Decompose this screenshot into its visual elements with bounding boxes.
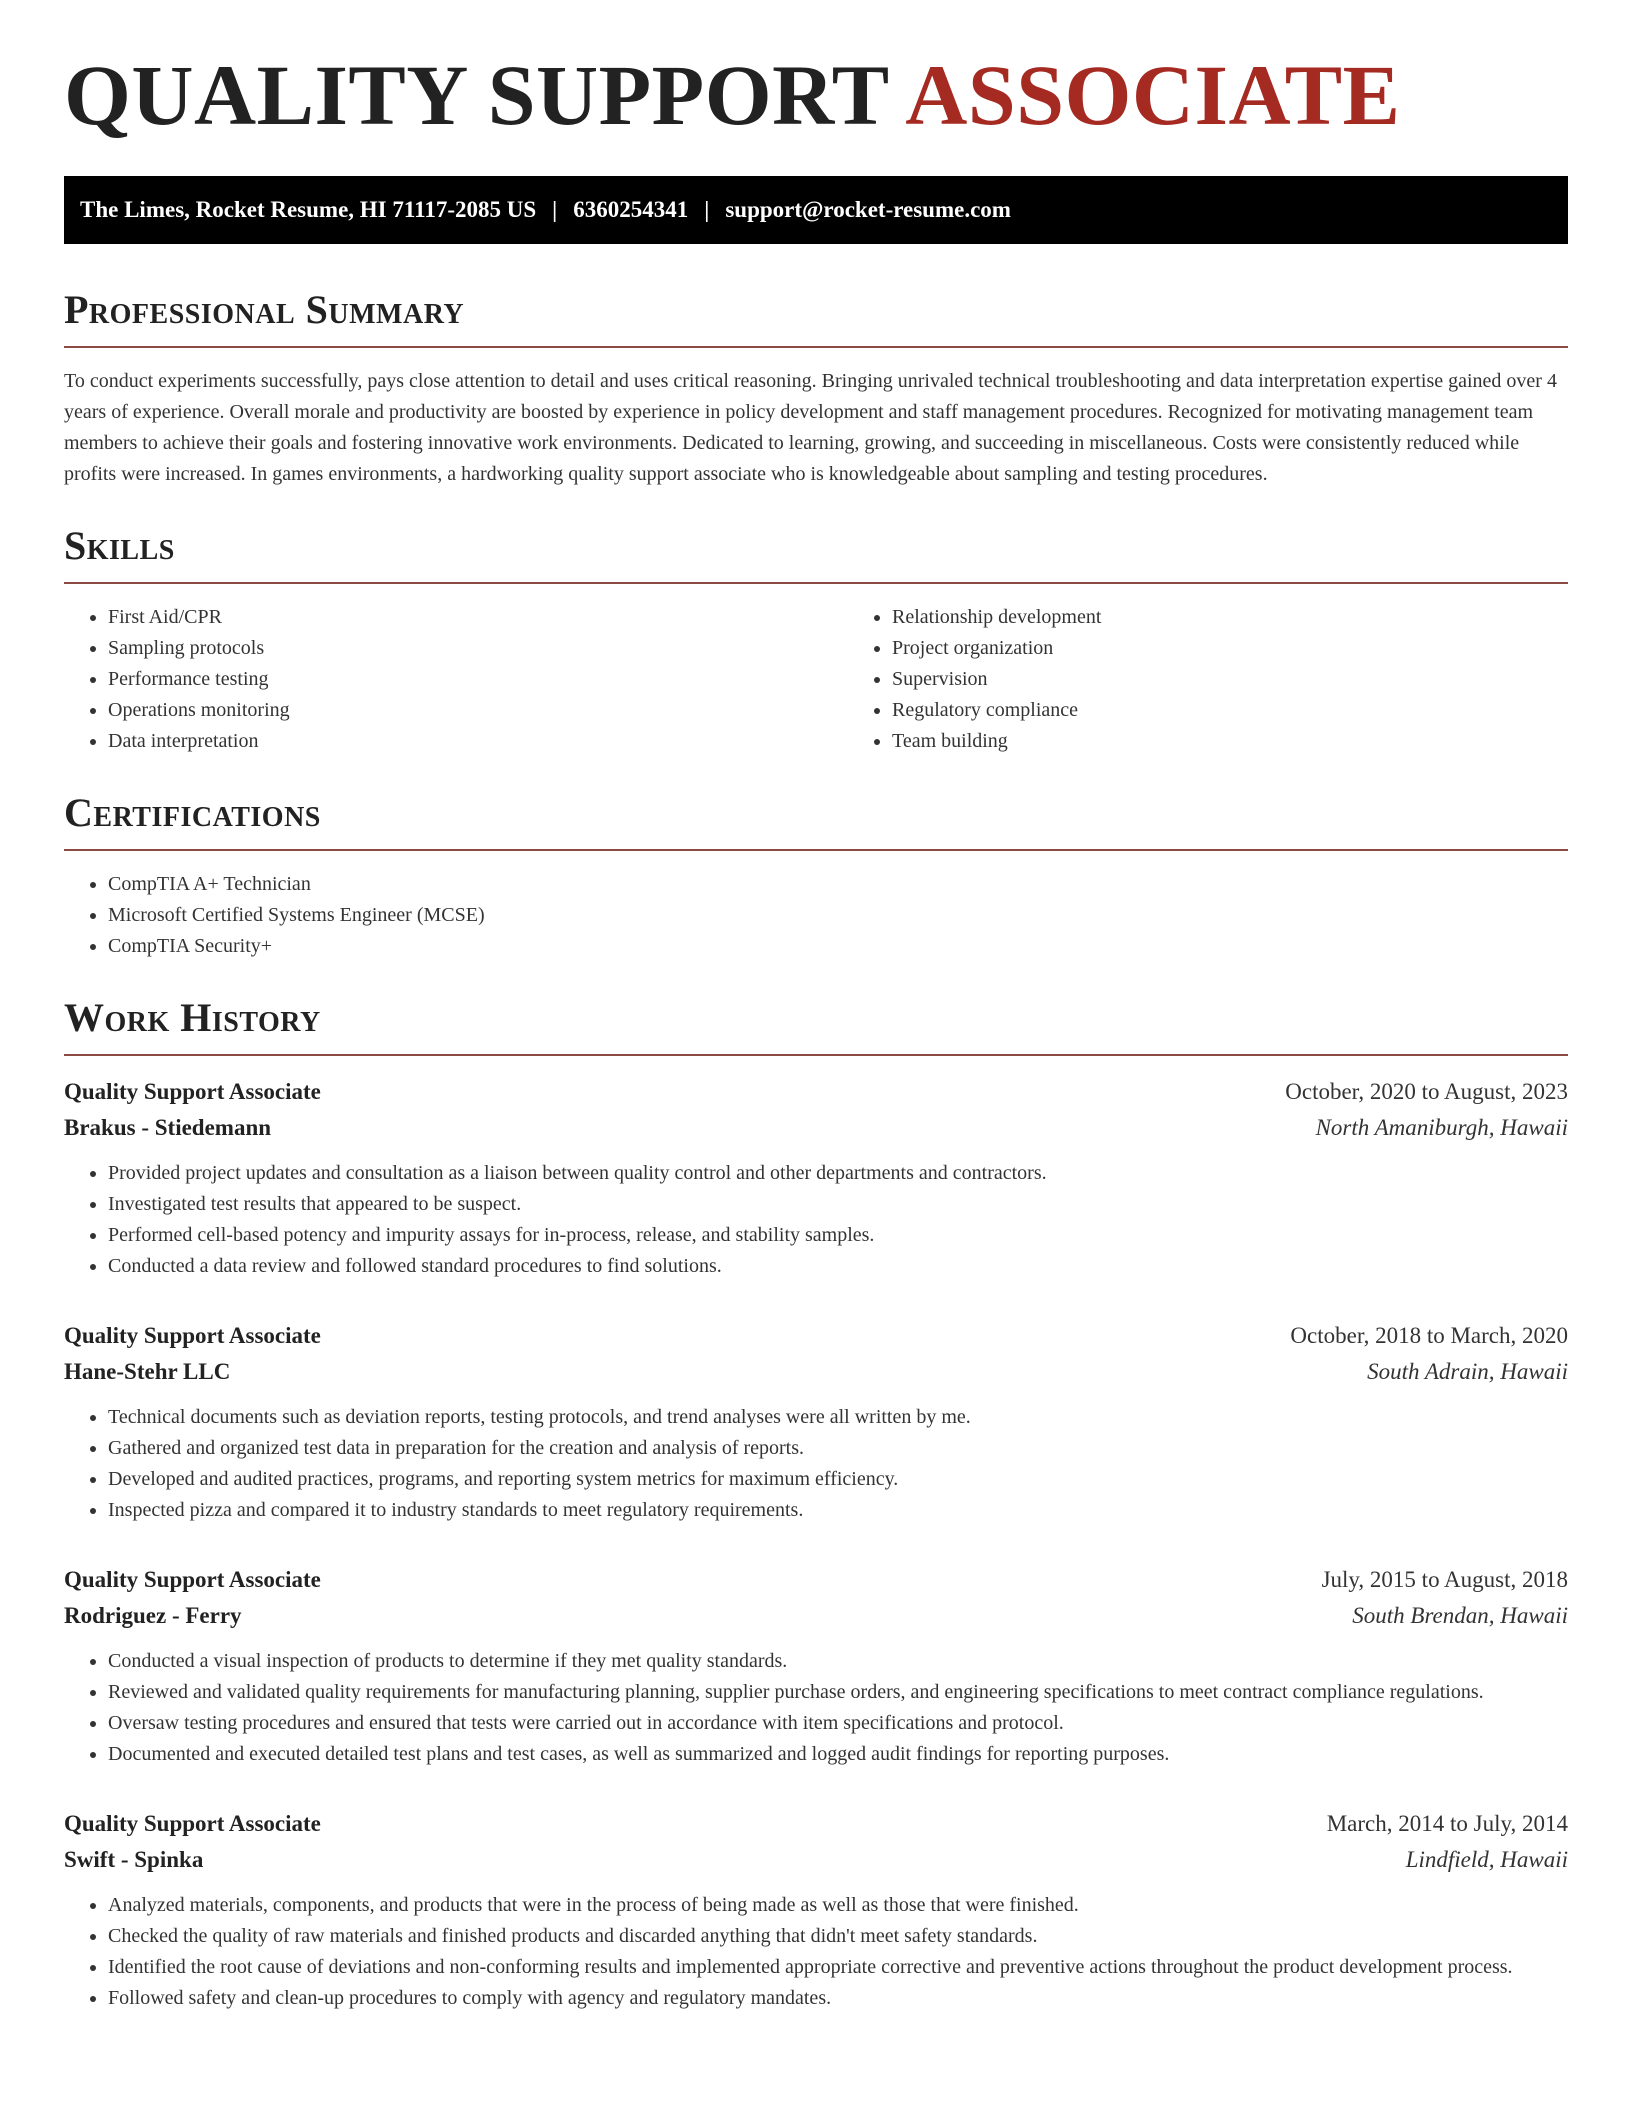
job-company: Swift - Spinka (64, 1847, 204, 1872)
job-bullets (64, 1646, 1568, 1770)
job-header-row (64, 1562, 1568, 1598)
certifications-section (64, 790, 1568, 962)
job-bullets (64, 1402, 1568, 1526)
certifications-heading: Certifications (64, 793, 1568, 851)
name-main: QUALITY SUPPORT (64, 47, 888, 143)
job-title: Quality Support Associate (64, 1079, 321, 1104)
skills-grid (64, 602, 1568, 757)
job-dates: July, 2015 to August, 2018 (1321, 1567, 1568, 1592)
job-company-row (64, 1354, 1568, 1390)
job-bullets (64, 1158, 1568, 1282)
job-dates: March, 2014 to July, 2014 (1326, 1811, 1568, 1836)
skill-item: • Supervision (892, 664, 1101, 695)
job-bullet: • Oversaw testing procedures and ensured that tests were carried out in accordance with item specifications and protocol. (108, 1708, 1568, 1739)
contact-separator: | (552, 197, 558, 222)
skill-item: • Sampling protocols (108, 633, 848, 664)
skills-section (64, 523, 1568, 757)
job-bullet: • Analyzed materials, components, and products that were in the process of being made as well as those that were finished. (108, 1890, 1568, 1921)
job-bullets (64, 1890, 1568, 2014)
skills-heading: Skills (64, 526, 1568, 584)
job-entry (64, 1318, 1568, 1526)
job-title: Quality Support Associate (64, 1567, 321, 1592)
certification-item: • Microsoft Certified Systems Engineer (MCSE) (108, 900, 1568, 931)
certifications-list (64, 869, 1568, 962)
job-entry (64, 1074, 1568, 1282)
job-bullet: • Conducted a visual inspection of products to determine if they met quality standards. (108, 1646, 1568, 1677)
job-dates: October, 2018 to March, 2020 (1290, 1323, 1568, 1348)
job-bullet: • Reviewed and validated quality requirements for manufacturing planning, supplier purchase orders, and engineering specifications to meet contract compliance regulations. (108, 1677, 1568, 1708)
job-location: South Brendan, Hawaii (1352, 1603, 1568, 1628)
job-location: Lindfield, Hawaii (1405, 1847, 1568, 1872)
contact-phone: 6360254341 (573, 197, 689, 222)
summary-heading: Professional Summary (64, 290, 1568, 348)
job-company: Hane-Stehr LLC (64, 1359, 231, 1384)
job-bullet: • Performed cell-based potency and impurity assays for in-process, release, and stability samples. (108, 1220, 1568, 1251)
skill-item: • Performance testing (108, 664, 848, 695)
skill-item: • Team building (892, 726, 1101, 757)
job-bullet: • Provided project updates and consultation as a liaison between quality control and other departments and contractors. (108, 1158, 1568, 1189)
skills-list-left (64, 602, 848, 757)
summary-section (64, 287, 1568, 490)
job-bullet: • Checked the quality of raw materials and finished products and discarded anything that didn't meet safety standards. (108, 1921, 1568, 1952)
job-bullet: • Followed safety and clean-up procedures to comply with agency and regulatory mandates. (108, 1983, 1568, 2014)
job-dates: October, 2020 to August, 2023 (1285, 1079, 1568, 1104)
contact-separator: | (704, 197, 710, 222)
job-company-row (64, 1110, 1568, 1146)
job-title: Quality Support Associate (64, 1323, 321, 1348)
job-company: Brakus - Stiedemann (64, 1115, 272, 1140)
job-company-row (64, 1842, 1568, 1878)
skill-item: • Project organization (892, 633, 1101, 664)
summary-text: To conduct experiments successfully, pays close attention to detail and uses critical reasoning. Bringing unrivaled technical troubleshooting and data interpretation expertise gained over 4 years of experience. Overall morale and productivity are boosted by experience in policy development and staff management procedures. Recognized for motivating management team members to achieve their goals and fostering innovative work environments. Dedicated to learning, growing, and succeeding in miscellaneous. Costs were consistently reduced while profits were increased. In games environments, a hardworking quality support associate who is knowledgeable about sampling and testing procedures. (64, 370, 1557, 485)
job-bullet: • Documented and executed detailed test plans and test cases, as well as summarized and logged audit findings for reporting purposes. (108, 1739, 1568, 1770)
work-history-heading: Work History (64, 998, 1568, 1056)
job-location: South Adrain, Hawaii (1367, 1359, 1568, 1384)
resume-name (64, 47, 1568, 152)
job-entry (64, 1562, 1568, 1770)
skill-item: • Data interpretation (108, 726, 848, 757)
job-header-row (64, 1806, 1568, 1842)
job-entry (64, 1806, 1568, 2014)
contact-email: support@rocket-resume.com (725, 197, 1011, 222)
certification-item: • CompTIA Security+ (108, 931, 1568, 962)
skill-item: • Regulatory compliance (892, 695, 1101, 726)
job-bullet: • Technical documents such as deviation reports, testing protocols, and trend analyses were all written by me. (108, 1402, 1568, 1433)
skills-list-right (848, 602, 1101, 757)
skill-item: • Operations monitoring (108, 695, 848, 726)
job-bullet: • Developed and audited practices, programs, and reporting system metrics for maximum efficiency. (108, 1464, 1568, 1495)
job-location: North Amaniburgh, Hawaii (1315, 1115, 1568, 1140)
job-bullet: • Conducted a data review and followed standard procedures to find solutions. (108, 1251, 1568, 1282)
skill-item: • First Aid/CPR (108, 602, 848, 633)
job-company-row (64, 1598, 1568, 1634)
certification-item: • CompTIA A+ Technician (108, 869, 1568, 900)
contact-bar (64, 176, 1568, 244)
job-bullet: • Inspected pizza and compared it to industry standards to meet regulatory requirements. (108, 1495, 1568, 1526)
job-company: Rodriguez - Ferry (64, 1603, 242, 1628)
work-history-section (64, 995, 1568, 2014)
job-bullet: • Gathered and organized test data in preparation for the creation and analysis of reports. (108, 1433, 1568, 1464)
job-title: Quality Support Associate (64, 1811, 321, 1836)
job-header-row (64, 1074, 1568, 1110)
contact-address: The Limes, Rocket Resume, HI 71117-2085 US (80, 197, 537, 222)
job-header-row (64, 1318, 1568, 1354)
job-bullet: • Identified the root cause of deviations and non-conforming results and implemented appropriate corrective and preventive actions throughout the product development process. (108, 1952, 1568, 1983)
skill-item: • Relationship development (892, 602, 1101, 633)
job-bullet: • Investigated test results that appeared to be suspect. (108, 1189, 1568, 1220)
name-accent: ASSOCIATE (905, 47, 1401, 143)
